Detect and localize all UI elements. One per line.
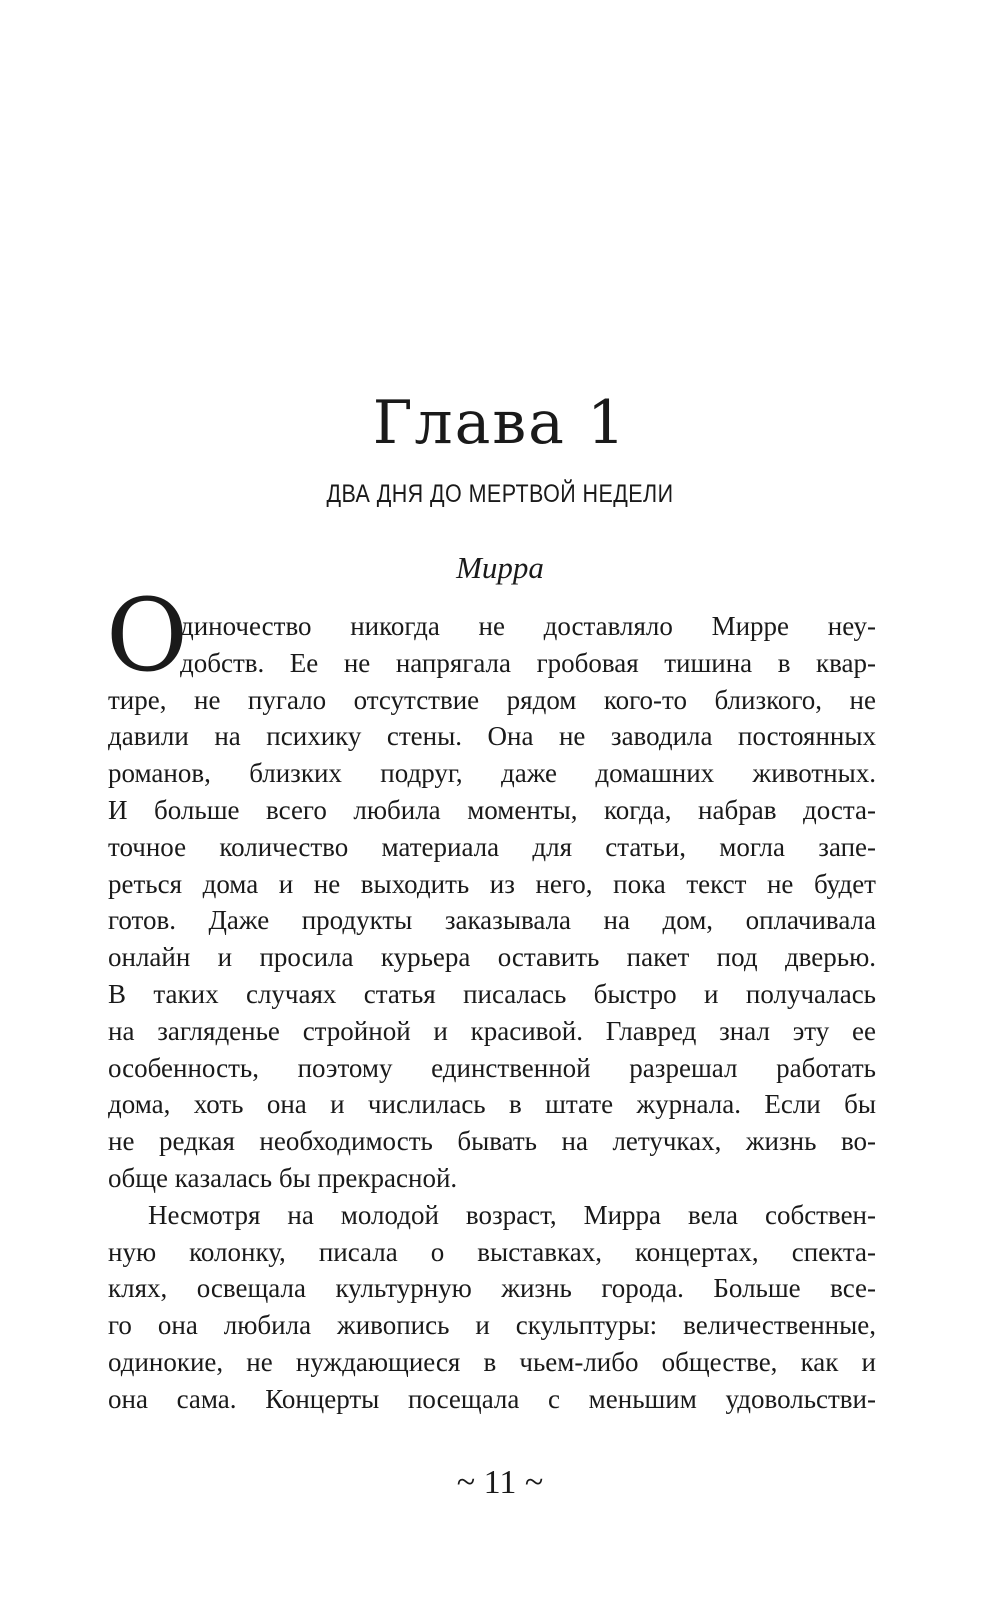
page-number: ~ 11 ~ (456, 1464, 544, 1501)
text-line: точное количество материала для статьи, могла запе- (108, 831, 876, 862)
text-line: не редкая необходимость бывать на летучках, жизнь во- (108, 1126, 876, 1157)
text-line: она сама. Концерты посещала с меньшим удовольстви- (108, 1383, 876, 1414)
text-line: на загляденье стройной и красивой. Главред знал эту ее (108, 1015, 876, 1046)
text-line: обще казалась бы прекрасной. (108, 1162, 458, 1193)
chapter-title: Глава 1 (372, 388, 628, 458)
text-line: ную колонку, писала о выставках, концертах, спекта- (108, 1236, 876, 1267)
text-line: Несмотря на молодой возраст, Мирра вела собствен- (148, 1199, 876, 1230)
text-line: одинокие, не нуждающиеся в чьем-либо обществе, как и (108, 1346, 876, 1377)
text-line: клях, освещала культурную жизнь города. Больше все- (108, 1273, 876, 1304)
text-line: тире, не пугало отсутствие рядом кого-то близкого, не (108, 684, 876, 715)
text-line: го она любила живопись и скульптуры: величественные, (108, 1310, 876, 1341)
text-line: онлайн и просила курьера оставить пакет под дверью. (108, 942, 876, 973)
chapter-subtitle: ДВА ДНЯ ДО МЕРТВОЙ НЕДЕЛИ (326, 480, 674, 508)
text-line: В таких случаях статья писалась быстро и получалась (108, 978, 876, 1009)
text-line: готов. Даже продукты заказывала на дом, оплачивала (108, 905, 876, 936)
drop-cap: О (106, 577, 188, 694)
text-line: дома, хоть она и числилась в штате журнала. Если бы (108, 1089, 876, 1120)
text-line: диночество никогда не доставляло Мирре неу- (180, 611, 876, 641)
text-line: добств. Ее не напрягала гробовая тишина в квар- (180, 647, 876, 678)
text-line: реться дома и не выходить из него, пока текст не будет (108, 868, 876, 899)
text-line: особенность, поэтому единственной разрешал работать (108, 1052, 876, 1083)
text-line: И больше всего любила моменты, когда, набрав доста- (108, 794, 876, 825)
body-text (108, 608, 876, 1418)
text-line: давили на психику стены. Она не заводила постоянных (108, 721, 876, 752)
text-line: романов, близких подруг, даже домашних животных. (108, 758, 876, 789)
pov-character: Мирра (456, 550, 544, 585)
